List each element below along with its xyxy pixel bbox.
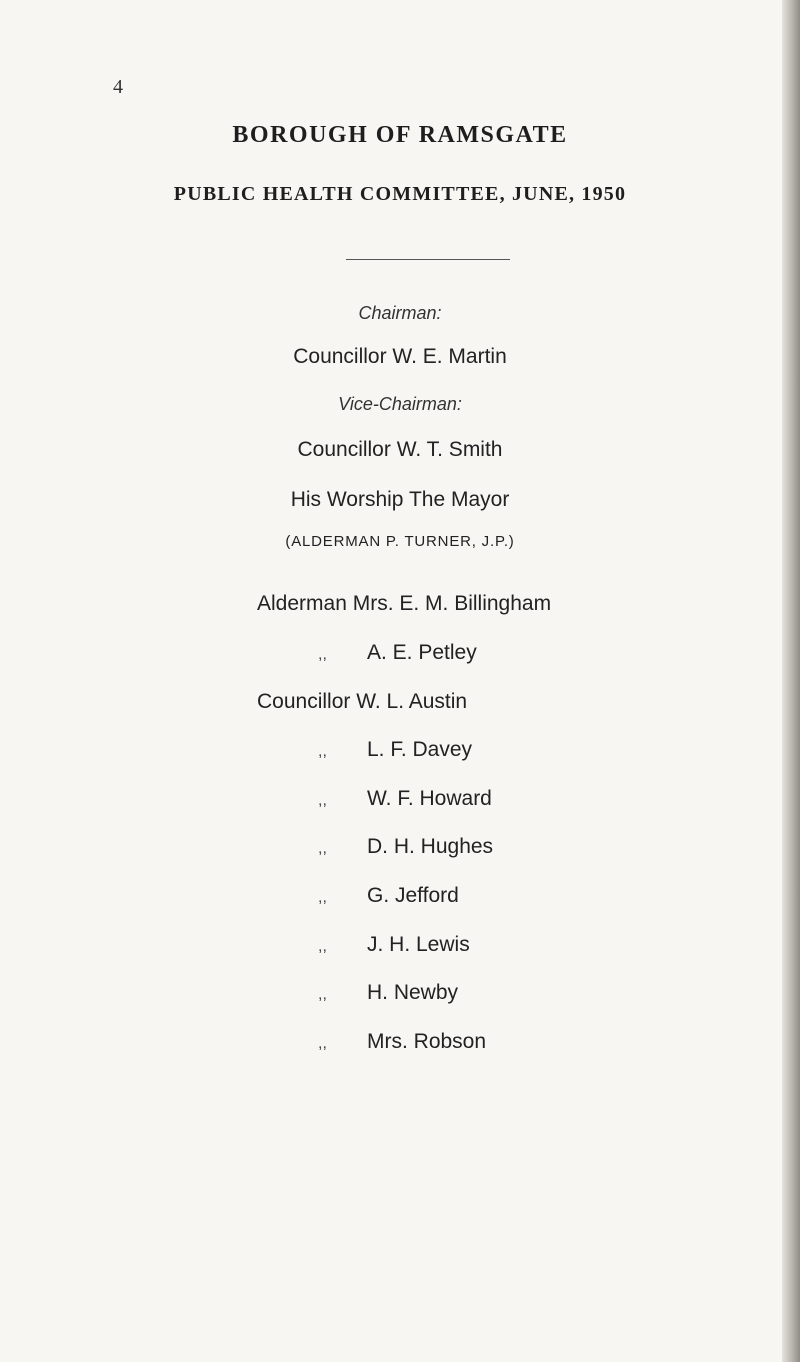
vice-chairman-label: Vice-Chairman: xyxy=(338,394,462,414)
councillor-name: D. H. Hughes xyxy=(367,835,494,858)
alderman-first: Alderman Mrs. E. M. Billingham xyxy=(257,592,552,615)
ditto-mark: ,, xyxy=(318,986,327,1003)
councillor-name: L. F. Davey xyxy=(367,738,473,761)
borough-title: BOROUGH OF RAMSGATE xyxy=(232,122,568,148)
ditto-mark: ,, xyxy=(318,743,327,760)
ditto-mark: ,, xyxy=(318,840,327,857)
chairman-label: Chairman: xyxy=(358,303,442,323)
councillor-name: G. Jefford xyxy=(367,884,459,907)
alderman-name: A. E. Petley xyxy=(367,641,477,664)
councillor-name: W. F. Howard xyxy=(367,787,492,810)
page-number: 4 xyxy=(113,76,123,98)
mayor-name: (ALDERMAN P. TURNER, J.P.) xyxy=(285,533,515,550)
councillor-first: Councillor W. L. Austin xyxy=(257,690,468,713)
vice-chairman-name: Councillor W. T. Smith xyxy=(297,438,503,461)
ditto-mark: ,, xyxy=(318,889,327,906)
ditto-mark: ,, xyxy=(318,646,327,663)
mayor-title: His Worship The Mayor xyxy=(290,488,510,511)
ditto-mark: ,, xyxy=(318,1035,327,1052)
committee-title: PUBLIC HEALTH COMMITTEE, JUNE, 1950 xyxy=(173,183,627,205)
councillor-name: H. Newby xyxy=(367,981,459,1004)
ditto-mark: ,, xyxy=(318,792,327,809)
title-divider xyxy=(346,259,510,260)
councillor-name: Mrs. Robson xyxy=(367,1030,487,1053)
ditto-mark: ,, xyxy=(318,938,327,955)
councillor-name: J. H. Lewis xyxy=(367,933,470,956)
chairman-name: Councillor W. E. Martin xyxy=(293,345,507,368)
